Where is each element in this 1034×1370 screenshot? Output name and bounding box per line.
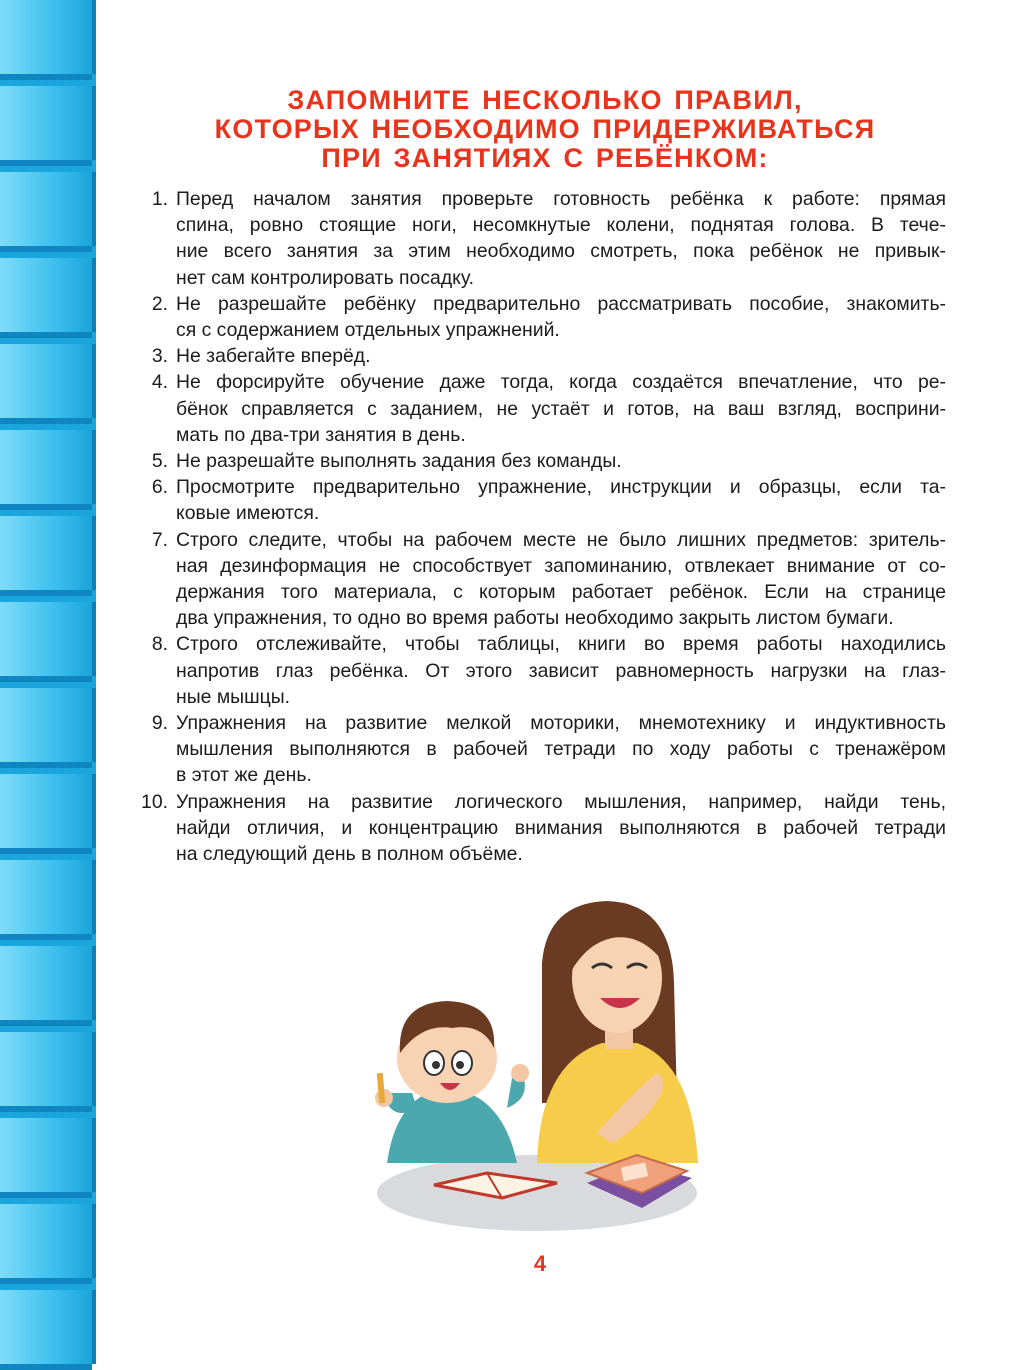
- rule-number: 10.: [141, 790, 168, 813]
- rule-text-line: ковые имеются.: [176, 502, 320, 525]
- rule-text-line: мать по два-три занятия в день.: [176, 423, 466, 446]
- rule-text-line: Не разрешайте выполнять задания без команды.: [176, 450, 622, 473]
- strip-tile: [0, 860, 92, 940]
- strip-tile: [0, 602, 92, 682]
- strip-tile: [0, 430, 92, 510]
- rule-item: [134, 369, 946, 448]
- rule-number: 2.: [151, 292, 168, 315]
- rule-text-line: Перед началом занятия проверьте готовность ребёнка к работе: прямая: [176, 188, 946, 210]
- strip-tile: [0, 946, 92, 1026]
- rule-item: [134, 186, 946, 291]
- rule-text-line: Строго отслеживайте, чтобы таблицы, книги во время работы находились: [176, 633, 946, 656]
- boy-pupil: [432, 1061, 440, 1069]
- strip-tile: [0, 516, 92, 596]
- rule-text-line: ние всего занятия за этим необходимо смотреть, пока ребёнок не привык-: [176, 240, 946, 263]
- strip-tile: [0, 258, 92, 338]
- strip-tile: [0, 1204, 92, 1284]
- boy-hand: [511, 1064, 529, 1082]
- page-number: 4: [533, 1251, 547, 1276]
- rule-number: 1.: [151, 188, 168, 210]
- rule-text-line: Упражнения на развитие мелкой моторики, мнемотехнику и индуктивность: [176, 712, 946, 735]
- rule-text-line: Не форсируйте обучение даже тогда, когда создаётся впечатление, что ре-: [176, 371, 946, 394]
- rule-number: 4.: [151, 371, 168, 394]
- rule-text-line: ся с содержанием отдельных упражнений.: [176, 319, 560, 342]
- rule-text-line: Не забегайте вперёд.: [176, 345, 371, 368]
- rule-text-line: Упражнения на развитие логического мышления, например, найди тень,: [176, 790, 946, 813]
- strip-tile: [0, 688, 92, 768]
- strip-tile: [0, 172, 92, 252]
- rule-item: [134, 474, 946, 526]
- rule-text-line: мышления выполняются в рабочей тетради по ходу работы с тренажёром: [176, 738, 946, 761]
- rule-number: 6.: [151, 476, 168, 499]
- mother-and-child-illustration: [372, 893, 712, 1233]
- rule-number: 8.: [151, 633, 168, 656]
- rule-item: [134, 527, 946, 632]
- strip-tile: [0, 344, 92, 424]
- boy-pupil: [456, 1061, 464, 1069]
- rule-item: [134, 343, 946, 369]
- rule-text-line: найди отличия, и концентрацию внимания выполняются в рабочей тетради: [176, 816, 946, 839]
- rule-text-line: Строго следите, чтобы на рабочем месте не было лишних предметов: зритель-: [176, 528, 946, 551]
- rule-item: [134, 631, 946, 710]
- rule-item: [134, 291, 946, 343]
- rule-text-line: два упражнения, то одно во время работы необходимо закрыть листом бумаги.: [176, 607, 894, 630]
- strip-tile: [0, 1118, 92, 1198]
- strip-tile: [0, 1032, 92, 1112]
- rule-item: [134, 789, 946, 868]
- rule-number: 7.: [151, 528, 168, 551]
- strip-tile: [0, 1290, 92, 1370]
- title-line: ПРИ ЗАНЯТИЯХ С РЕБЁНКОМ:: [321, 143, 769, 173]
- rule-text-line: на следующий день в полном объёме.: [176, 843, 523, 866]
- title-line: ЗАПОМНИТЕ НЕСКОЛЬКО ПРАВИЛ,: [287, 85, 803, 115]
- rule-number: 3.: [151, 345, 168, 368]
- rule-item: [134, 710, 946, 789]
- strip-tile: [0, 0, 92, 80]
- rule-text-line: ная дезинформация не способствует запоминанию, отвлекает внимание от со-: [176, 554, 946, 577]
- rule-text-line: бёнок справляется с заданием, не устаёт и готов, на ваш взгляд, восприни-: [176, 397, 946, 420]
- rule-text-line: напротив глаз ребёнка. От этого зависит равномерность нагрузки на глаз-: [176, 659, 946, 682]
- rule-item: [134, 448, 946, 474]
- strip-tile: [0, 86, 92, 166]
- rule-number: 9.: [151, 712, 168, 735]
- rules-list: [134, 186, 946, 867]
- title-line: КОТОРЫХ НЕОБХОДИМО ПРИДЕРЖИВАТЬСЯ: [214, 114, 876, 144]
- rule-text-line: нет сам контролировать посадку.: [176, 266, 474, 289]
- strip-tile: [0, 774, 92, 854]
- rule-text-line: спина, ровно стоящие ноги, несомкнутые колени, поднятая голова. В тече-: [176, 214, 946, 237]
- rule-text-line: Просмотрите предварительно упражнение, инструкции и образцы, если та-: [176, 476, 946, 499]
- rule-text-line: Не разрешайте ребёнку предварительно рассматривать пособие, знакомить-: [176, 292, 946, 315]
- decorative-side-strip: [0, 0, 96, 1349]
- rule-text-line: в этот же день.: [176, 764, 312, 787]
- rule-text-line: ные мышцы.: [176, 685, 291, 708]
- rule-text-line: держания того материала, с которым работает ребёнок. Если на странице: [176, 581, 946, 604]
- page-title: [150, 86, 940, 173]
- rule-number: 5.: [151, 450, 168, 473]
